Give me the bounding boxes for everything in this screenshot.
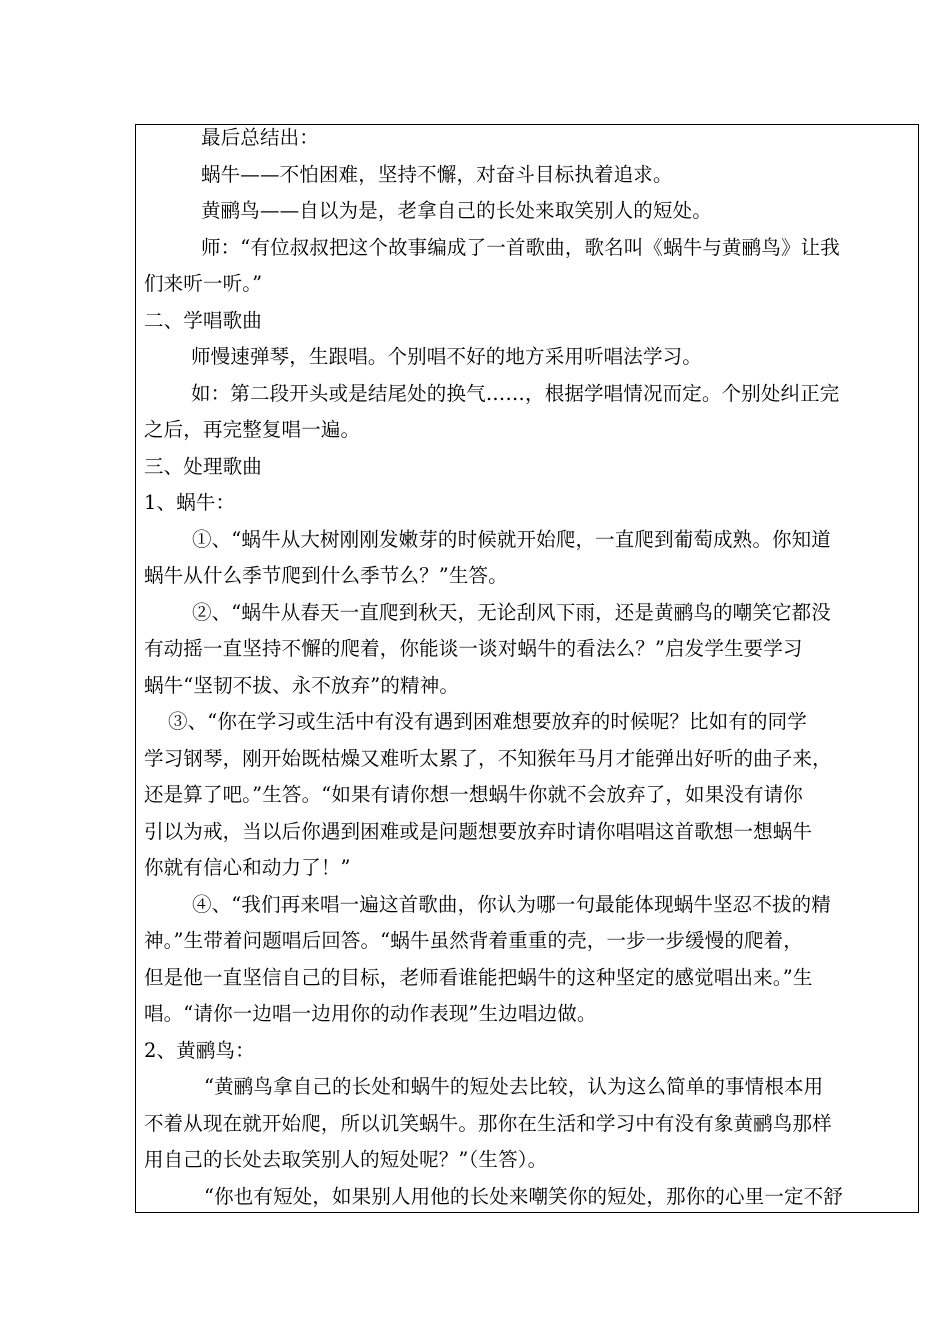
paragraph-line: ③、“你在学习或生活中有没有遇到困难想要放弃的时候呢？比如有的同学	[168, 710, 807, 733]
paragraph-line: 引以为戒，当以后你遇到困难或是问题想要放弃时请你唱唱这首歌想一想蜗牛	[144, 819, 813, 843]
paragraph-line: ②、“蜗牛从春天一直爬到秋天，无论刮风下雨，还是黄鹂鸟的嘲笑它都没	[192, 600, 831, 624]
section-heading-learn-song: 二、学唱歌曲	[144, 308, 262, 332]
paragraph-line: 还是算了吧。”生答。“如果有请你想一想蜗牛你就不会放弃了，如果没有请你	[144, 783, 803, 806]
summary-oriole: 黄鹂鸟——自以为是，老拿自己的长处来取笑别人的短处。	[201, 199, 712, 222]
subheading-oriole: 2、黄鹂鸟：	[144, 1038, 255, 1062]
paragraph-line: 唱。“请你一边唱一边用你的动作表现”生边唱边做。	[144, 1002, 597, 1025]
paragraph-line: “黄鹂鸟拿自己的长处和蜗牛的短处去比较，认为这么简单的事情根本用	[204, 1075, 824, 1098]
paragraph-line: 你就有信心和动力了！”	[144, 856, 351, 879]
paragraph-line: 之后，再完整复唱一遍。	[144, 418, 361, 441]
summary-snail: 蜗牛——不怕困难，坚持不懈，对奋斗目标执着追求。	[201, 162, 673, 186]
paragraph-line: 蜗牛“坚韧不拔、永不放弃”的精神。	[144, 673, 459, 697]
subheading-snail: 1、蜗牛：	[144, 491, 236, 514]
paragraph-line: 学习钢琴，刚开始既枯燥又难听太累了，不知猴年马月才能弹出好听的曲子来，	[144, 746, 832, 770]
summary-heading: 最后总结出：	[201, 126, 319, 149]
paragraph-line: ①、“蜗牛从大树刚刚发嫩芽的时候就开始爬，一直爬到葡萄成熟。你知道	[192, 527, 831, 551]
paragraph-line: 有动摇一直坚持不懈的爬着，你能谈一谈对蜗牛的看法么？”启发学生要学习	[144, 637, 803, 660]
lesson-text	[144, 120, 912, 1215]
paragraph-line: 如：第二段开头或是结尾处的换气……，根据学唱情况而定。个别处纠正完	[191, 381, 840, 405]
paragraph-line: 用自己的长处去取笑别人的短处呢？”（生答）。	[144, 1148, 548, 1171]
paragraph-line: 神。”生带着问题唱后回答。“蜗牛虽然背着重重的壳，一步一步缓慢的爬着，	[144, 929, 803, 952]
paragraph-line: “你也有短处，如果别人用他的长处来嘲笑你的短处，那你的心里一定不舒	[204, 1184, 843, 1208]
section-heading-process-song: 三、处理歌曲	[144, 454, 262, 478]
paragraph-line: 师慢速弹琴，生跟唱。个别唱不好的地方采用听唱法学习。	[191, 345, 702, 368]
paragraph-line: 们来听一听。”	[144, 272, 263, 295]
paragraph-line: ④、“我们再来唱一遍这首歌曲，你认为哪一句最能体现蜗牛坚忍不拔的精	[192, 892, 831, 916]
paragraph-line: 不着从现在就开始爬，所以讥笑蜗牛。那你在生活和学习中有没有象黄鹂鸟那样	[144, 1111, 832, 1135]
paragraph-line: 蜗牛从什么季节爬到什么季节么？”生答。	[144, 564, 508, 587]
paragraph-line: 师：“有位叔叔把这个故事编成了一首歌曲，歌名叫《蜗牛与黄鹂鸟》让我	[201, 235, 840, 259]
paragraph-line: 但是他一直坚信自己的目标，老师看谁能把蜗牛的这种坚定的感觉唱出来。”生	[144, 965, 813, 989]
